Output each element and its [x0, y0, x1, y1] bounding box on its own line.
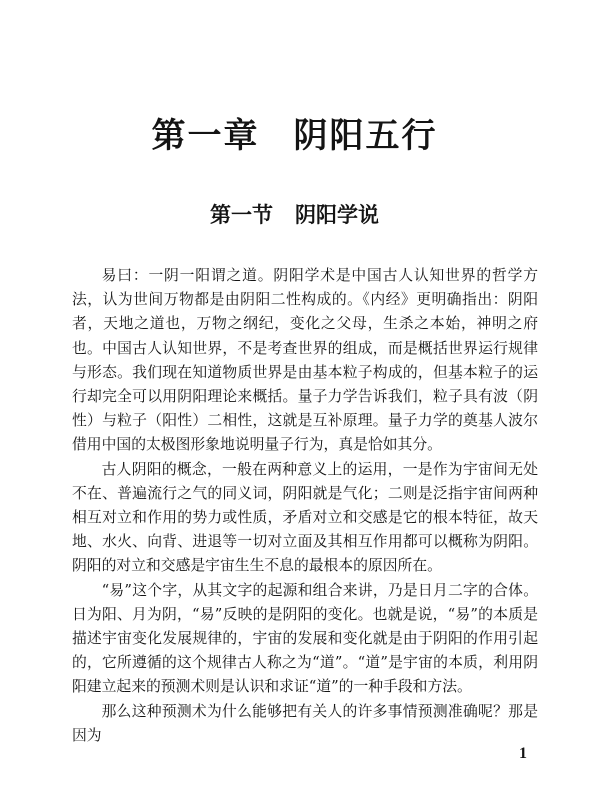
body-text [72, 264, 538, 748]
chapter-number: 第一章 [151, 116, 260, 156]
chapter-name: 阴阳五行 [293, 116, 438, 156]
paragraph: 易曰：一阴一阳谓之道。阴阳学术是中国古人认知世界的哲学方法，认为世间万物都是由阴阳二性构成的。《内经》更明确指出：阴阳者，天地之道也，万物之纲纪，变化之父母，生杀之本始，神明之府也。中国古人认知世界，不是考查世界的组成，而是概括世界运行规律与形态。我们现在知道物质世界是由基本粒子构成的，但基本粒子的运行却完全可以用阴阳理论来概括。量子力学告诉我们，粒子具有波（阴性）与粒子（阳性）二相性，这就是互补原理。量子力学的奠基人波尔借用中国的太极图形象地说明量子行为，真是恰如其分。 [72, 267, 538, 454]
section-number: 第一节 [210, 203, 273, 227]
page-number: 1 [519, 745, 527, 762]
paragraph: 那么这种预测术为什么能够把有关人的许多事情预测准确呢？那是因为 [72, 702, 538, 744]
chapter-title [0, 108, 589, 157]
paragraph: “易”这个字，从其文字的起源和组合来讲，乃是日月二字的合体。日为阳、月为阴，“易”反映的是阴阳的变化。也就是说，“易”的本质是描述宇宙变化发展规律的，宇宙的发展和变化就是由于阴阳的作用引起的，它所遵循的这个规律古人称之为“道”。“道”是宇宙的本质，利用阴阳建立起来的预测术则是认识和求证“道”的一种手段和方法。 [72, 581, 538, 696]
section-title [0, 199, 589, 229]
paragraph: 古人阴阳的概念，一般在两种意义上的运用，一是作为宇宙间无处不在、普遍流行之气的同义词，阴阳就是气化；二则是泛指宇宙间两种相互对立和作用的势力或性质，矛盾对立和交感是它的根本特征，故天地、水火、向背、进退等一切对立面及其相互作用都可以概称为阴阳。阴阳的对立和交感是宇宙生生不息的最根本的原因所在。 [72, 460, 538, 575]
section-name: 阴阳学说 [295, 203, 379, 227]
